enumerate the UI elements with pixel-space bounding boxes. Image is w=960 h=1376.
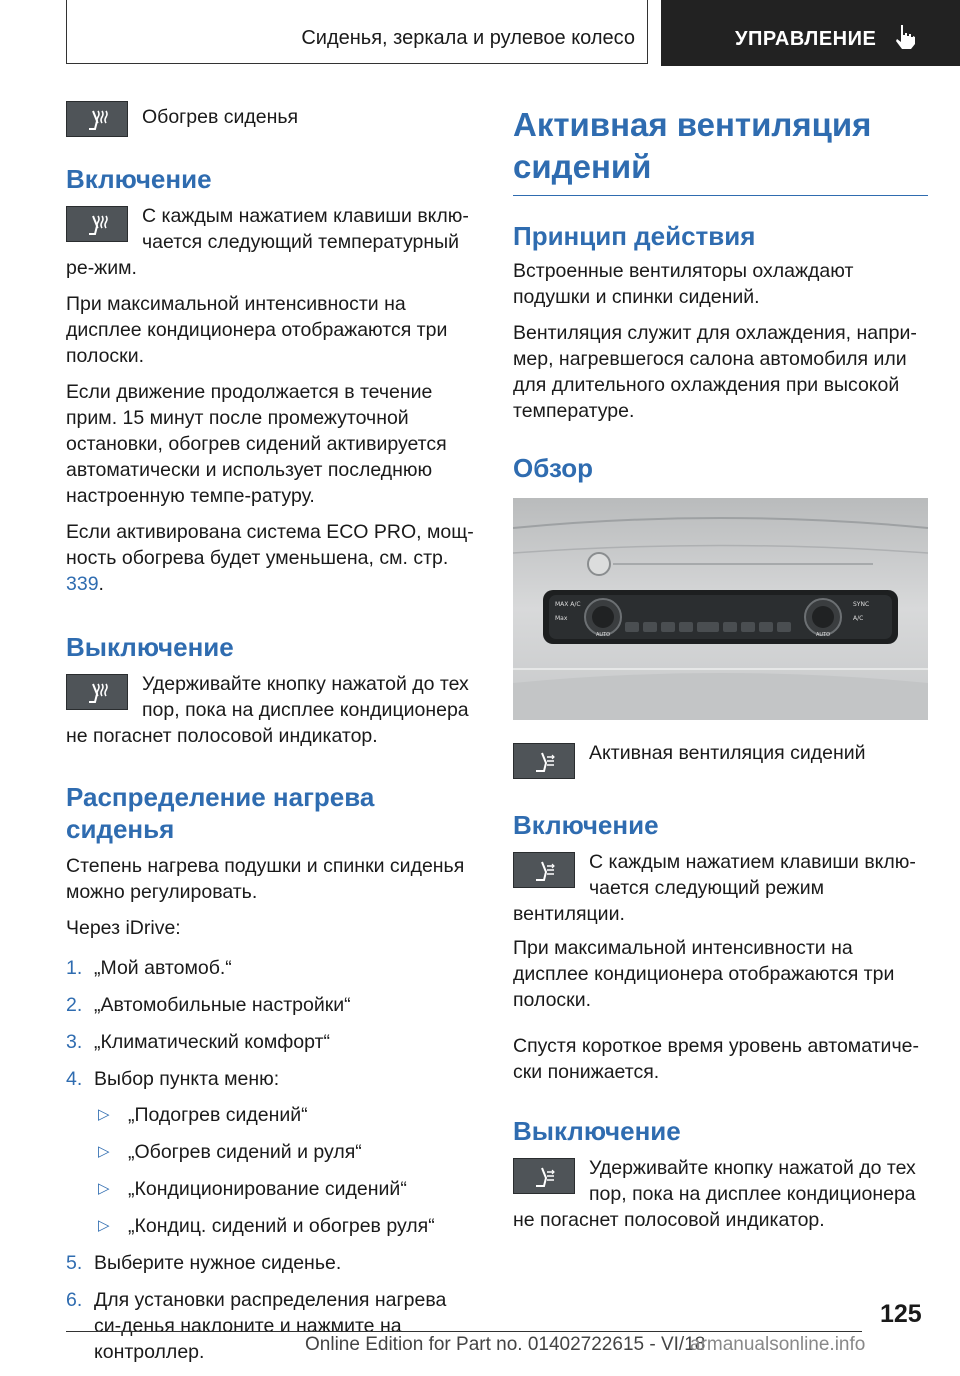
triangle-bullet-icon: ▷	[98, 1143, 110, 1160]
distribution-paragraph-2: Через iDrive:	[66, 917, 181, 939]
heating-on-paragraph-2: Если движение продолжается в течение прим. 15 минут после промежуточной остановки, обогрев сидений активируется автоматически и использует последнюю настроенную темпе-ратуру.	[66, 381, 447, 507]
vent-on-paragraph-1: При максимальной интенсивности на дисплее кондиционера отображаются три полоски.	[513, 937, 895, 1011]
seat-heating-caption-row	[66, 98, 476, 137]
vent-on-text: С каждым нажатием клавиши вклю-чается следующий режим вентиляции.	[513, 851, 916, 925]
heading-overview: Обзор	[513, 453, 593, 483]
svg-text:AUTO: AUTO	[596, 632, 611, 638]
heading-off: Выключение	[66, 632, 234, 662]
seat-heating-key-icon	[66, 674, 128, 710]
seat-heating-key-icon	[66, 206, 128, 242]
vent-on-paragraph-2: Спустя короткое время уровень автоматиче-ски понижается.	[513, 1035, 919, 1083]
seat-ventilation-key-icon	[513, 743, 575, 779]
section-title: Сиденья, зеркала и рулевое колесо	[66, 0, 648, 64]
seat-heating-key-icon	[66, 101, 128, 137]
heading-distribution: Распределение нагрева сиденья	[66, 782, 375, 844]
list-item: ▷ „Кондиционирование сидений“	[98, 1178, 407, 1200]
heating-on-text: С каждым нажатием клавиши вклю-чается следующий температурный ре-жим.	[66, 205, 469, 279]
page-header	[0, 0, 960, 66]
heating-on-paragraph-1: При максимальной интенсивности на дисплее кондиционера отображаются три полоски.	[66, 293, 448, 367]
vent-off-text: Удерживайте кнопку нажатой до тех пор, пока на дисплее кондиционера не погаснет полосовой индикатор.	[513, 1157, 916, 1231]
vent-heading-off: Выключение	[513, 1116, 681, 1146]
heading-principle: Принцип действия	[513, 221, 756, 251]
right-column	[513, 104, 928, 1233]
list-item: ▷ „Кондиц. сидений и обогрев руля“	[98, 1215, 435, 1237]
svg-text:Max: Max	[555, 615, 568, 622]
footer-edition: Online Edition for Part no. 01402722615 - VI/18	[305, 1334, 706, 1355]
triangle-bullet-icon: ▷	[98, 1217, 110, 1234]
list-item: 3. „Климатический комфорт“	[66, 1031, 330, 1053]
svg-text:SYNC: SYNC	[853, 601, 870, 608]
principle-paragraph-1: Встроенные вентиляторы охлаждают подушки и спинки сидений.	[513, 260, 854, 308]
pointing-hand-icon	[894, 24, 916, 50]
triangle-bullet-icon: ▷	[98, 1180, 110, 1197]
list-item: 4. Выбор пункта меню: ▷ „Подогрев сидений“ ▷ „Обогрев сидений и руля“ ▷ „Кондиционирование сидений“ ▷ „Кондиц. сидений и обогрев руля“	[66, 1066, 476, 1239]
list-item: 2. „Автомобильные настройки“	[66, 994, 351, 1016]
chapter-title: УПРАВЛЕНИЕ	[735, 28, 877, 50]
principle-paragraph-2: Вентиляция служит для охлаждения, напри-мер, нагревшегося салона автомобиля или для длительного охлаждения при высокой температуре.	[513, 322, 917, 422]
page-number: 125	[880, 1300, 922, 1328]
vent-off-row	[513, 1155, 928, 1233]
climate-panel-photo	[513, 498, 928, 720]
vent-caption: Активная вентиляция сидений	[589, 742, 866, 764]
vent-caption-row	[513, 740, 928, 779]
heating-on-row	[66, 203, 476, 281]
page-link-339[interactable]: 339	[66, 573, 99, 595]
heating-off-row	[66, 671, 476, 749]
steps-list	[66, 955, 476, 1365]
list-item: 1. „Мой автомоб.“	[66, 957, 232, 979]
vent-on-row	[513, 849, 928, 927]
heating-on-paragraph-3: Если активирована система ECO PRO, мощ-ность обогрева будет уменьшена, см. стр. 339.	[66, 521, 474, 595]
footer-watermark: armanualsonline.info	[690, 1334, 866, 1355]
climate-panel-illustration	[513, 498, 928, 720]
chapter-tab	[661, 0, 960, 66]
vent-heading-on: Включение	[513, 810, 659, 840]
seat-heating-caption: Обогрев сиденья	[142, 106, 299, 128]
footer-divider	[66, 1331, 862, 1332]
list-item: 5. Выберите нужное сиденье.	[66, 1252, 342, 1274]
seat-ventilation-key-icon	[513, 1158, 575, 1194]
main-heading: Активная вентиляция сидений	[513, 104, 928, 196]
svg-text:AUTO: AUTO	[816, 632, 831, 638]
distribution-paragraph-1: Степень нагрева подушки и спинки сиденья можно регулировать.	[66, 855, 465, 903]
svg-text:MAX A/C: MAX A/C	[555, 601, 581, 608]
menu-options-list	[94, 1102, 476, 1239]
seat-ventilation-key-icon	[513, 852, 575, 888]
svg-text:A/C: A/C	[853, 615, 864, 622]
list-item: 6. Для установки распределения нагрева си-денья наклоните и нажмите на контроллер.	[66, 1289, 447, 1363]
list-item: ▷ „Подогрев сидений“	[98, 1104, 308, 1126]
list-item: ▷ „Обогрев сидений и руля“	[98, 1141, 362, 1163]
heating-off-text: Удерживайте кнопку нажатой до тех пор, пока на дисплее кондиционера не погаснет полосовой индикатор.	[66, 673, 469, 747]
triangle-bullet-icon: ▷	[98, 1106, 110, 1123]
left-column	[66, 98, 476, 1376]
heading-on: Включение	[66, 164, 212, 194]
